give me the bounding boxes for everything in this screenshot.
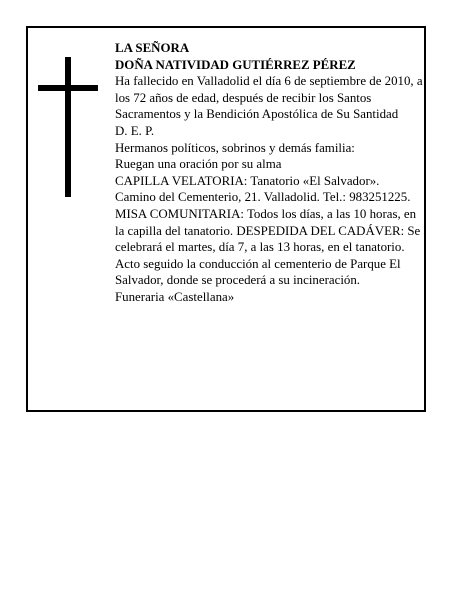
notice-title: LA SEÑORA	[115, 41, 190, 55]
cross-vertical-bar	[65, 57, 71, 197]
obituary-notice	[26, 26, 426, 412]
cross-horizontal-bar	[38, 85, 98, 91]
wake-details: CAPILLA VELATORIA: Tanatorio «El Salvador». Camino del Cementerio, 21. Valladolid. Tel.: 983251225.	[115, 173, 411, 205]
deceased-name: DOÑA NATIVIDAD GUTIÉRREZ PÉREZ	[115, 57, 356, 72]
prayer-request: Ruegan una oración por su alma	[115, 157, 282, 172]
funeral-home: Funeraria «Castellana»	[115, 289, 235, 304]
mass-and-farewell-details: MISA COMUNITARIA: Todos los días, a las 10 horas, en la capilla del tanatorio. DESPEDIDA DEL CADÁVER: Se celebrará el martes, día 7, a las 13 horas, en el tanatorio. Acto seguido la conducción al cementerio de Parque El Salvador, donde se procederá a su incineración.	[115, 206, 421, 288]
death-announcement: Ha fallecido en Valladolid el día 6 de septiembre de 2010, a los 72 años de edad, después de recibir los Santos Sacramentos y la Bendición Apostólica de Su Santidad	[115, 74, 423, 122]
obituary-text	[115, 40, 423, 306]
family-line: Hermanos políticos, sobrinos y demás familia:	[115, 140, 355, 155]
rest-in-peace: D. E. P.	[115, 123, 155, 138]
